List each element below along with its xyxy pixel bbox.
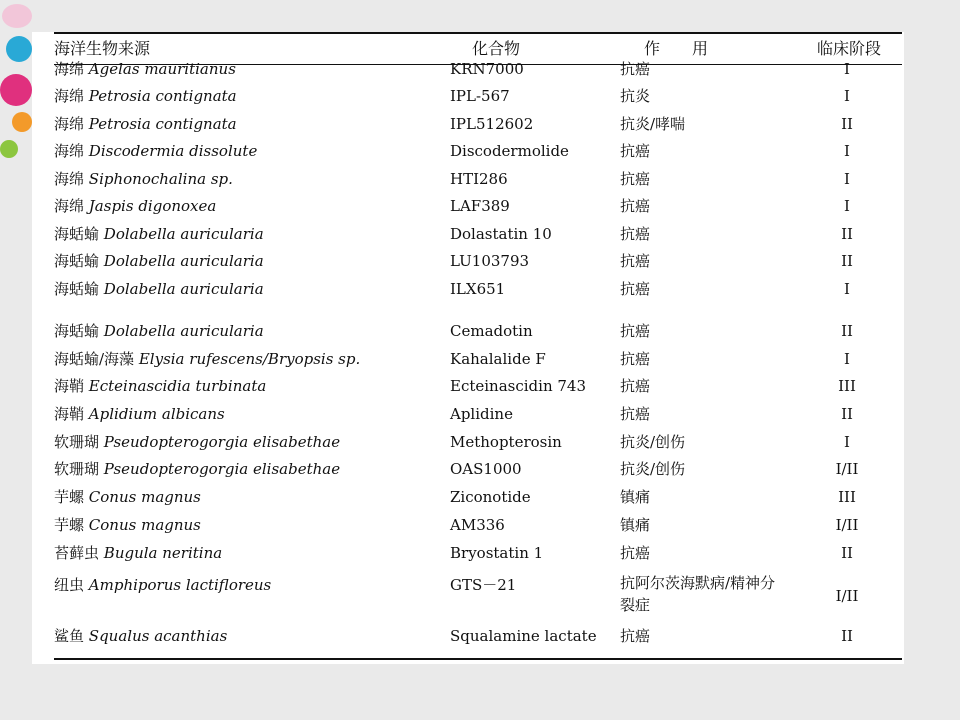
compound-cell: Kahalalide F: [450, 350, 546, 368]
action-cell: 抗癌: [620, 197, 651, 215]
source-cell: [54, 193, 454, 219]
host-name: 海绵: [54, 170, 85, 188]
stage-cell: II: [841, 322, 853, 340]
table-row: [32, 346, 904, 372]
organism-name: Aplidium albicans: [88, 405, 225, 423]
stage-cell: I: [844, 142, 850, 160]
organism-name: Conus magnus: [88, 516, 201, 534]
compound-cell: LU103793: [450, 252, 530, 270]
source-cell: [54, 623, 454, 649]
organism-name: Ecteinascidia turbinata: [88, 377, 267, 395]
compound-cell: Methopterosin: [450, 433, 562, 451]
stage-cell: III: [838, 377, 856, 395]
table-row: [32, 401, 904, 427]
decor-magenta-circle: [0, 74, 32, 106]
action-cell: 抗癌: [620, 544, 651, 562]
action-cell: 抗癌: [620, 142, 651, 160]
action-cell: 抗炎/创伤: [620, 433, 686, 451]
organism-name: Dolabella auricularia: [103, 225, 264, 243]
source-cell: [54, 401, 454, 427]
organism-name: Squalus acanthias: [88, 627, 228, 645]
table-row: [32, 138, 904, 164]
table-bottom-rule: [54, 658, 902, 660]
action-cell: 抗阿尔茨海默病/精神分裂症: [620, 574, 776, 614]
decor-pink-blob: [2, 4, 32, 28]
stage-cell: II: [841, 405, 853, 423]
stage-cell: I/II: [835, 516, 859, 534]
source-cell: [54, 373, 454, 399]
action-cell: 抗癌: [620, 322, 651, 340]
source-cell: [54, 111, 454, 137]
compound-cell: OAS1000: [450, 460, 522, 478]
source-cell: [54, 56, 454, 82]
stage-cell: I: [844, 280, 850, 298]
compound-cell: IPL-567: [450, 87, 510, 105]
source-cell: [54, 318, 454, 344]
compound-cell: LAF389: [450, 197, 510, 215]
header-source: 海洋生物来源: [54, 39, 151, 58]
source-cell: [54, 346, 454, 372]
table-row: [32, 276, 904, 302]
host-name: 海鞘: [54, 377, 85, 395]
organism-name: Amphiporus lactifloreus: [88, 576, 272, 594]
stage-cell: I: [844, 350, 850, 368]
host-name: 软珊瑚: [54, 433, 100, 451]
table-row: [32, 572, 904, 620]
stage-cell: I: [844, 170, 850, 188]
stage-cell: I/II: [835, 460, 859, 478]
host-name: 海蛞蝓/海藻: [54, 350, 135, 368]
table-row: [32, 484, 904, 510]
action-cell: 抗炎/哮喘: [620, 115, 686, 133]
table-row: [32, 456, 904, 482]
organism-name: Discodermia dissolute: [88, 142, 258, 160]
host-name: 芋螺: [54, 488, 85, 506]
host-name: 鲨鱼: [54, 627, 85, 645]
table-row: [32, 429, 904, 455]
organism-name: Pseudopterogorgia elisabethae: [103, 460, 341, 478]
organism-name: Petrosia contignata: [88, 115, 237, 133]
stage-cell: I: [844, 197, 850, 215]
source-cell: [54, 83, 454, 109]
organism-name: Jaspis digonoxea: [88, 197, 217, 215]
host-name: 海绵: [54, 60, 85, 78]
host-name: 纽虫: [54, 576, 85, 594]
action-cell: 抗癌: [620, 252, 651, 270]
organism-name: Dolabella auricularia: [103, 322, 264, 340]
compound-cell: Squalamine lactate: [450, 627, 597, 645]
compound-cell: Ecteinascidin 743: [450, 377, 587, 395]
organism-name: Siphonochalina sp.: [88, 170, 233, 188]
compound-cell: Aplidine: [450, 405, 513, 423]
source-cell: [54, 166, 454, 192]
action-cell: 抗癌: [620, 627, 651, 645]
decor-green-circle: [0, 140, 18, 158]
marine-drug-table: [32, 32, 904, 664]
action-cell: 抗炎: [620, 87, 651, 105]
stage-cell: II: [841, 115, 853, 133]
host-name: 芋螺: [54, 516, 85, 534]
table-row: [32, 193, 904, 219]
table-row: [32, 221, 904, 247]
header-stage: 临床阶段: [816, 39, 881, 58]
host-name: 海绵: [54, 87, 85, 105]
host-name: 海绵: [54, 197, 85, 215]
stage-cell: III: [838, 488, 856, 506]
action-cell: 抗癌: [620, 350, 651, 368]
compound-cell: Cemadotin: [450, 322, 533, 340]
organism-name: Agelas mauritianus: [88, 60, 236, 78]
host-name: 苔藓虫: [54, 544, 100, 562]
table-top-rule: [54, 32, 902, 34]
compound-cell: Ziconotide: [450, 488, 531, 506]
stage-cell: I: [844, 433, 850, 451]
table-row: [32, 83, 904, 109]
header-action: 作 用: [644, 39, 709, 58]
stage-cell: II: [841, 252, 853, 270]
source-cell: [54, 484, 454, 510]
table-row: [32, 318, 904, 344]
source-cell: [54, 540, 454, 566]
action-cell: 抗癌: [620, 377, 651, 395]
table-row: [32, 540, 904, 566]
stage-cell: I: [844, 87, 850, 105]
compound-cell: ILX651: [450, 280, 506, 298]
table-row: [32, 248, 904, 274]
stage-cell: I/II: [835, 587, 859, 605]
compound-cell: Dolastatin 10: [450, 225, 552, 243]
table-row: [32, 373, 904, 399]
action-cell: 抗炎/创伤: [620, 460, 686, 478]
decor-orange-circle: [12, 112, 32, 132]
host-name: 海绵: [54, 115, 85, 133]
action-cell: 镇痛: [620, 488, 651, 506]
compound-cell: KRN7000: [450, 60, 524, 78]
host-name: 软珊瑚: [54, 460, 100, 478]
action-cell: 抗癌: [620, 225, 651, 243]
organism-name: Elysia rufescens/Bryopsis sp.: [138, 350, 361, 368]
action-cell: 抗癌: [620, 60, 651, 78]
table-row: [32, 111, 904, 137]
source-cell: [54, 456, 454, 482]
stage-cell: II: [841, 225, 853, 243]
host-name: 海鞘: [54, 405, 85, 423]
compound-cell: HTI286: [450, 170, 508, 188]
host-name: 海绵: [54, 142, 85, 160]
organism-name: Bugula neritina: [103, 544, 223, 562]
action-cell: 抗癌: [620, 280, 651, 298]
table-row: [32, 623, 904, 649]
host-name: 海蛞蝓: [54, 280, 100, 298]
source-cell: [54, 276, 454, 302]
table-row: [32, 56, 904, 82]
source-cell: [54, 221, 454, 247]
source-cell: [54, 572, 454, 598]
stage-cell: II: [841, 627, 853, 645]
organism-name: Dolabella auricularia: [103, 280, 264, 298]
action-cell: 抗癌: [620, 170, 651, 188]
decor-blue-circle: [6, 36, 32, 62]
organism-name: Conus magnus: [88, 488, 201, 506]
compound-cell: Discodermolide: [450, 142, 569, 160]
compound-cell: Bryostatin 1: [450, 544, 544, 562]
compound-cell: GTS－21: [450, 576, 517, 594]
action-cell: 镇痛: [620, 516, 651, 534]
source-cell: [54, 429, 454, 455]
table-row: [32, 166, 904, 192]
host-name: 海蛞蝓: [54, 322, 100, 340]
compound-cell: AM336: [450, 516, 505, 534]
organism-name: Dolabella auricularia: [103, 252, 264, 270]
host-name: 海蛞蝓: [54, 225, 100, 243]
action-cell: 抗癌: [620, 405, 651, 423]
source-cell: [54, 248, 454, 274]
organism-name: Petrosia contignata: [88, 87, 237, 105]
source-cell: [54, 512, 454, 538]
stage-cell: I: [844, 60, 850, 78]
table-row: [32, 512, 904, 538]
stage-cell: II: [841, 544, 853, 562]
header-compound: 化合物: [472, 39, 521, 58]
organism-name: Pseudopterogorgia elisabethae: [103, 433, 341, 451]
source-cell: [54, 138, 454, 164]
compound-cell: IPL512602: [450, 115, 534, 133]
host-name: 海蛞蝓: [54, 252, 100, 270]
